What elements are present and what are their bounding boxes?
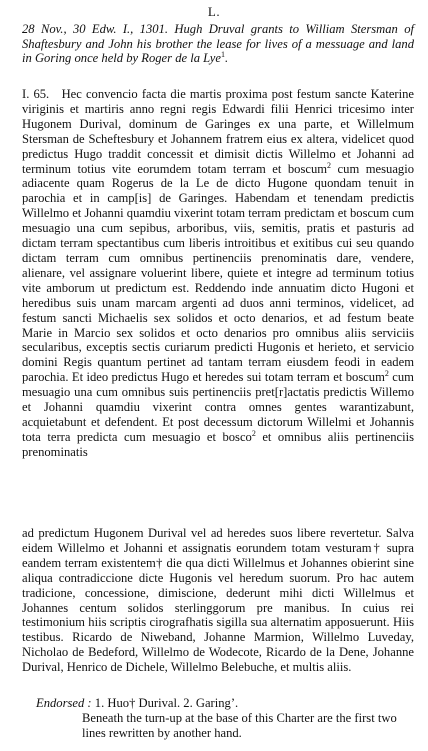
charter-number: L.: [207, 4, 221, 19]
charter-text-part-1: Hec convencio facta die martis proxima post festum sancte Katerine viriginis et martiris anno regni regis Edwardi filii Henrici tricesimo inter Hugonem Durival, dominum de Garinges ex una parte, et Willelmum Stersman de Scheftesbury et Johannem fratrem eius ex altera, videlicet quod predictus Hugo traddit concessit et dimisit dictis Willelmo et Johanni ad terminum totius vite eorumdem totam terram et boscum: [22, 87, 415, 176]
footnote-marker: 1: [220, 49, 225, 59]
footnote-marker: 2: [327, 160, 332, 170]
charter-text-part-2: cum mesuagio adiacente quam Rogerus de la Le de dicto Hugone quondam tenuit in parochia et in camp[is] de Garinges. Habendam et tenendam predictis Willelmo et Johanni quamdiu vixerint totam terram predictam et boscum cum mesuagio una cum sepibus, arboribus, viis, semitis, pratis et pasturis ad dictam terram spectantibus cum liberis introitibus et exitibus cui seu quando dictam terram cum omnibus pertinenciis prenominatis dare, vendere, alienare, vel assignare voluerint libere, quiete et integre ad terminum totius vite amborum ut predictum est. Reddendo inde annuatim dicto Hugoni et heredibus suis unam marcam argenti ad duos anni terminos, videlicet, ad festum sancti Michaelis sex solidos et octo denarios, et ad festum beate Marie in Marcio sex solidos et octo denarios pro omnibus aliis serviciis secularibus, exceptis sectis curiarum predicti Hugonis et herieto, et servicio domini Regis quantum pertinet ad tantam terram eiusdem feodi in eadem parochia. Et ideo predictus Hugo et heredes sui totam terram et boscum: [22, 161, 415, 385]
charter-text-continued: ad predictum Hugonem Durival vel ad heredes suos libere revertetur. Salva eidem Willelmo et Johanni et assignatis eorundem totam vesturam† supra eandem terram existentem† die qua dicti Willelmus et Johannes obierint sine aliqua contradiccione dicte Hugonis vel heredum suorum. Pro hac autem tradicione, concessione, dimiscione, dederunt mihi dicti Willelmus et Johannes centum solidos sterlinggorum pre manibus. In cuius rei testimonium hiis scriptis cirografhatis sigilla sua alternatim apposuerunt. Hiis testibus. Ricardo de Niweband, Johanne Marmion, Willelmo Luveday, Nicholao de Bedeford, Willelmo de Wodecote, Ricardo de la Dene, Johanne Durival, Henrico de Dichele, Willelmo Belebuche, et multis aliis.: [22, 526, 414, 675]
page-break: [0, 512, 428, 520]
document-reference: I. 65.: [22, 87, 50, 101]
summary-text: 28 Nov., 30 Edw. I., 1301. Hugh Druval grants to William Stersman of Shaftesbury and John his brother the lease for lives of a messuage and land in Goring once held by Roger de la Lye: [22, 22, 414, 65]
endorsement: [36, 696, 416, 741]
footnote-marker: 2: [384, 369, 389, 379]
endorsed-note: Beneath the turn-up at the base of this Charter are the first two lines rewritten by another hand.: [82, 710, 397, 740]
endorsed-label: Endorsed :: [36, 696, 92, 710]
footnote-marker: 2: [251, 428, 256, 438]
charter-text-part-4: et omnibus aliis pertinenciis prenominatis: [22, 429, 414, 459]
charter-text-part-3: cum mesuagio una cum omnibus suis pertinenciis pret[r]actatis predictis Willemo et Johanni quamdiu vixerint contra omnes gentes warantizabunt, acquietabunt et defendent. Et post decessum dictorum Willelmi et Johannis tota terra predicta cum mesuagio et bosco: [22, 370, 414, 444]
charter-summary: 28 Nov., 30 Edw. I., 1301. Hugh Druval grants to William Stersman of Shaftesbury and John his brother the lease for lives of a messuage and land in Goring once held by Roger de la Lye$^1$.: [22, 22, 414, 65]
endorsed-text: 1. Huo† Durival. 2. Garing’.: [94, 696, 239, 710]
charter-text: [22, 87, 414, 460]
